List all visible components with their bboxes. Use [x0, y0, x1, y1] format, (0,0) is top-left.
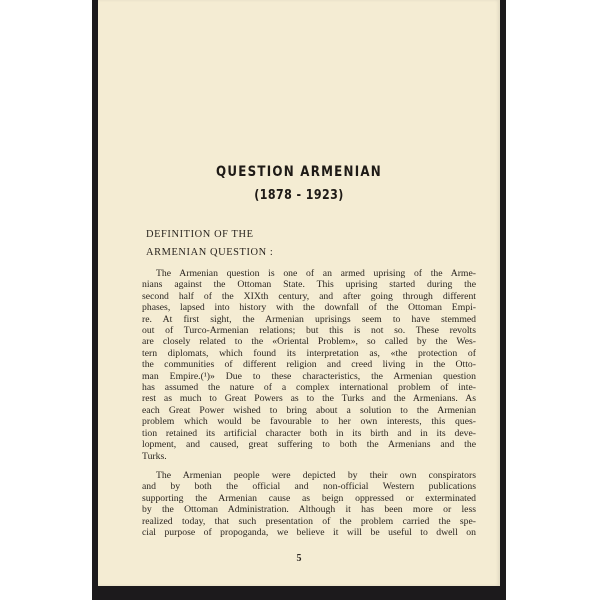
page-subtitle-years: (1878 - 1923) — [254, 187, 344, 203]
text-line: lopment, and caused, great suffering to both the Armenians and the — [142, 439, 476, 451]
paragraph-2 — [142, 470, 476, 538]
text-line: re. At first sight, the Armenian uprisings seem to have stemmed — [142, 313, 476, 325]
text-line: tern diplomats, which found its interpretation as, «the protection of — [142, 347, 476, 359]
text-line: has assumed the nature of a complex international problem of inte- — [142, 382, 476, 394]
section-heading-line: ARMENIAN QUESTION : — [146, 247, 274, 258]
text-line: realized today, that such presentation of the problem carried the spe- — [142, 515, 476, 527]
paragraph-1 — [142, 268, 476, 462]
text-line: problem which would be favourable to her own interests, this ques- — [142, 416, 476, 428]
page-number: 5 — [296, 553, 302, 564]
text-line: are closely related to the «Oriental Problem», so called by the Wes- — [142, 336, 476, 348]
text-line: each Great Power wished to bring about a solution to the Armenian — [142, 404, 476, 416]
text-line: rest as much to Great Powers as to the Turks and the Armenians. As — [142, 393, 476, 405]
text-line: the communities of different religion and creed living in the Otto- — [142, 359, 476, 371]
page-title: QUESTION ARMENIAN — [216, 164, 382, 180]
book-page — [98, 0, 500, 586]
text-line: cial purpose of propoganda, we believe it will be useful to dwell on — [142, 526, 476, 538]
text-line: Turks. — [142, 450, 167, 462]
text-line: second half of the XIXth century, and after going through different — [142, 290, 476, 302]
text-line: by the Ottoman Administration. Although it has been more or less — [142, 504, 476, 516]
text-line: supporting the Armenian cause as beign oppressed or exterminated — [142, 492, 476, 504]
text-line: The Armenian question is one of an armed uprising of the Arme- — [156, 268, 476, 279]
body-text — [142, 268, 476, 538]
paragraph-gap — [142, 462, 476, 470]
section-heading-line: DEFINITION OF THE — [146, 229, 254, 240]
text-line: man Empire.(¹)» Due to these characteristics, the Armenian question — [142, 370, 476, 382]
text-line: and by both the official and non-official Western publications — [142, 481, 476, 493]
text-line: tion retained its artificial character both in its birth and in its deve- — [142, 427, 476, 439]
text-line: nians against the Ottoman State. This uprising started during the — [142, 279, 476, 291]
text-line: The Armenian people were depicted by their own conspirators — [156, 469, 476, 481]
text-line: phases, lapsed into history with the downfall of the Ottoman Empi- — [142, 302, 476, 314]
text-line: out of Turco-Armenian relations; but this is not so. These revolts — [142, 325, 476, 337]
section-heading — [146, 226, 273, 262]
